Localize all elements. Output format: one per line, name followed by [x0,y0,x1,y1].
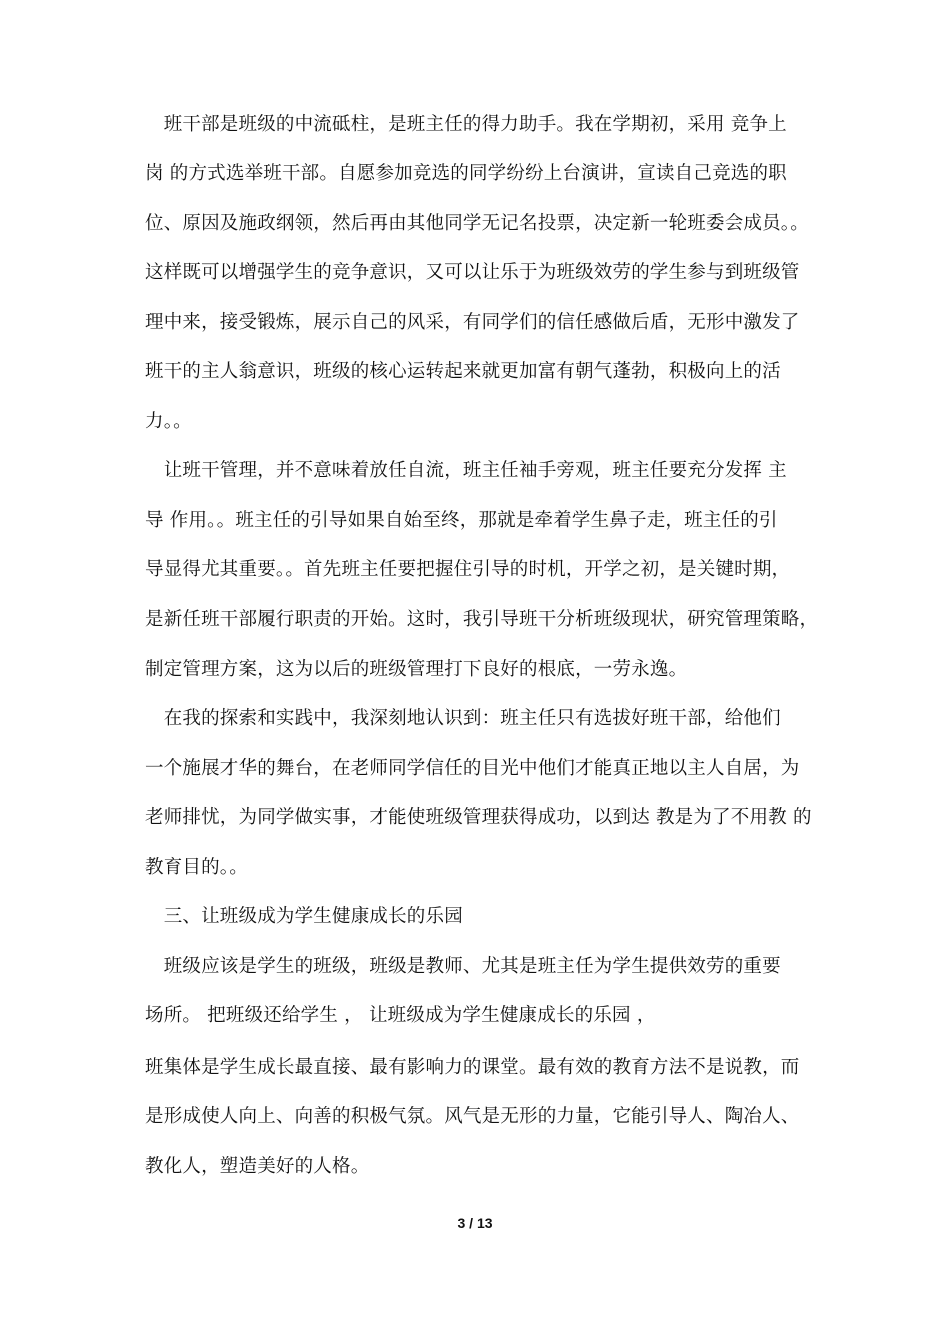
text-line: 教育目的。。 [145,857,248,878]
text-line: 这样既可以增强学生的竞争意识，又可以让乐于为班级效劳的学生参与到班级管 [145,262,800,283]
text-line: 老师排忧，为同学做实事，才能使班级管理获得成功，以到达 教是为了不用教 的 [145,807,812,828]
page-number: 3 / 13 [457,1215,493,1231]
text-line: 制定管理方案，这为以后的班级管理打下良好的根底，一劳永逸。 [145,659,688,680]
text-line: 场所。 把班级还给学生 ， 让班级成为学生健康成长的乐园 ， [145,1005,656,1026]
text-line: 让班干管理，并不意味着放任自流，班主任袖手旁观，班主任要充分发挥 主 [145,460,787,481]
text-line: 一个施展才华的舞台，在老师同学信任的目光中他们才能真正地以主人自居，为 [145,758,800,779]
text-line: 班干的主人翁意识，班级的核心运转起来就更加富有朝气蓬勃，积极向上的活 [145,361,781,382]
text-line: 在我的探索和实践中，我深刻地认识到：班主任只有选拔好班干部，给他们 [145,708,781,729]
text-line: 导 作用。。班主任的引导如果自始至终，那就是牵着学生鼻子走，班主任的引 [145,510,778,531]
text-line: 力。。 [145,411,192,432]
text-line: 是形成使人向上、向善的积极气氛。风气是无形的力量，它能引导人、陶冶人、 [145,1106,800,1127]
text-line: 教化人，塑造美好的人格。 [145,1156,370,1177]
section-heading: 三、让班级成为学生健康成长的乐园 [145,906,463,927]
text-line: 是新任班干部履行职责的开始。这时，我引导班干分析班级现状，研究管理策略， [145,609,819,630]
text-line: 导显得尤其重要。。首先班主任要把握住引导的时机，开学之初，是关键时期， [145,559,791,580]
text-line: 班级应该是学生的班级，班级是教师、尤其是班主任为学生提供效劳的重要 [145,956,781,977]
text-line: 理中来，接受锻炼，展示自己的风采，有同学们的信任感做后盾，无形中激发了 [145,312,800,333]
text-line: 班干部是班级的中流砥柱，是班主任的得力助手。我在学期初，采用 竞争上 [145,114,787,135]
text-line: 岗 的方式选举班干部。自愿参加竞选的同学纷纷上台演讲，宣读自己竞选的职 [145,163,787,184]
text-line: 班集体是学生成长最直接、最有影响力的课堂。最有效的教育方法不是说教，而 [145,1057,800,1078]
text-line: 位、原因及施政纲领，然后再由其他同学无记名投票，决定新一轮班委会成员。。 [145,213,809,234]
